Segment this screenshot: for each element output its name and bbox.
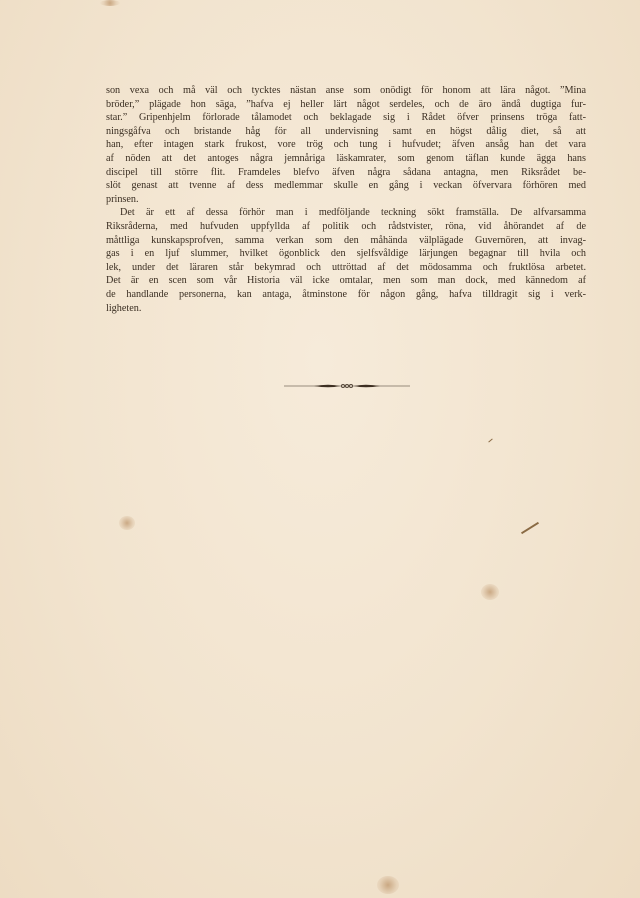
- text-line: af nöden att det antoges några jemnåriga läskamrater, som genom täflan kunde ägga hans: [106, 152, 586, 164]
- paper-stain: [119, 516, 135, 530]
- paper-stain: [377, 876, 399, 894]
- text-line: star.” Gripenhjelm förlorade tålamodet och beklagade sig i Rådet öfver prinsens tröga fatt-: [106, 112, 586, 124]
- paper-stain: [481, 584, 499, 600]
- text-line: lek, under det läraren står bekymrad och uttröttad af det mödosamma och fruktlösa arbetet.: [106, 261, 586, 273]
- paragraph-2: [106, 206, 586, 315]
- text-line: bröder,” plägade hon säga, ”hafva ej heller lärt något serdeles, och de äro ändå dugtiga fur-: [106, 98, 586, 110]
- text-line: ningsgåfva och bristande håg för all undervisning samt en högst dålig diet, så att: [106, 125, 586, 137]
- text-line: gas i en ljuf slummer, hvilket ögonblick den sjelfsvåldige lärjungen begagnar till hvila och: [106, 248, 586, 260]
- paragraph-1: [106, 84, 586, 206]
- body-text: [106, 84, 586, 315]
- text-line: han, efter intagen stark frukost, vore trög och tung i hufvudet; äfven ansåg han det vara: [106, 139, 586, 151]
- text-line: Det är ett af dessa förhör man i medföljande teckning sökt framställa. De alfvarsamma: [120, 207, 586, 219]
- text-line: ligheten.: [106, 302, 142, 314]
- paper-stain: [100, 0, 120, 6]
- text-line: måttliga kunskapsprofven, samma verkan som den måhända välplägade Guvernören, att invag-: [106, 234, 586, 246]
- text-line: son vexa och må väl och tycktes nästan anse som onödigt för honom att lära något. ”Mina: [106, 85, 586, 96]
- paper-scratch: [521, 522, 539, 534]
- text-line: slöt genast att tvenne af dess medlemmar skulle en gång i veckan öfvervara förhören med: [106, 180, 586, 192]
- text-line: discipel till större flit. Framdeles blefvo äfven några sådana antagna, men Riksrådet be-: [106, 166, 586, 178]
- text-line: de handlande personerna, kan antaga, åtminstone för någon gång, hafva tilldragit sig i verk-: [106, 288, 586, 300]
- decorative-rule-ornament-icon: [284, 381, 410, 391]
- paper-scratch: [488, 439, 492, 443]
- text-line: prinsen.: [106, 193, 139, 205]
- text-line: Riksråderna, med hufvuden uppfyllda af politik och rådstvister, röna, vid åhörandet af de: [106, 220, 586, 232]
- text-line: Det är en scen som vår Historia väl icke omtalar, men som man dock, med kännedom af: [106, 275, 586, 287]
